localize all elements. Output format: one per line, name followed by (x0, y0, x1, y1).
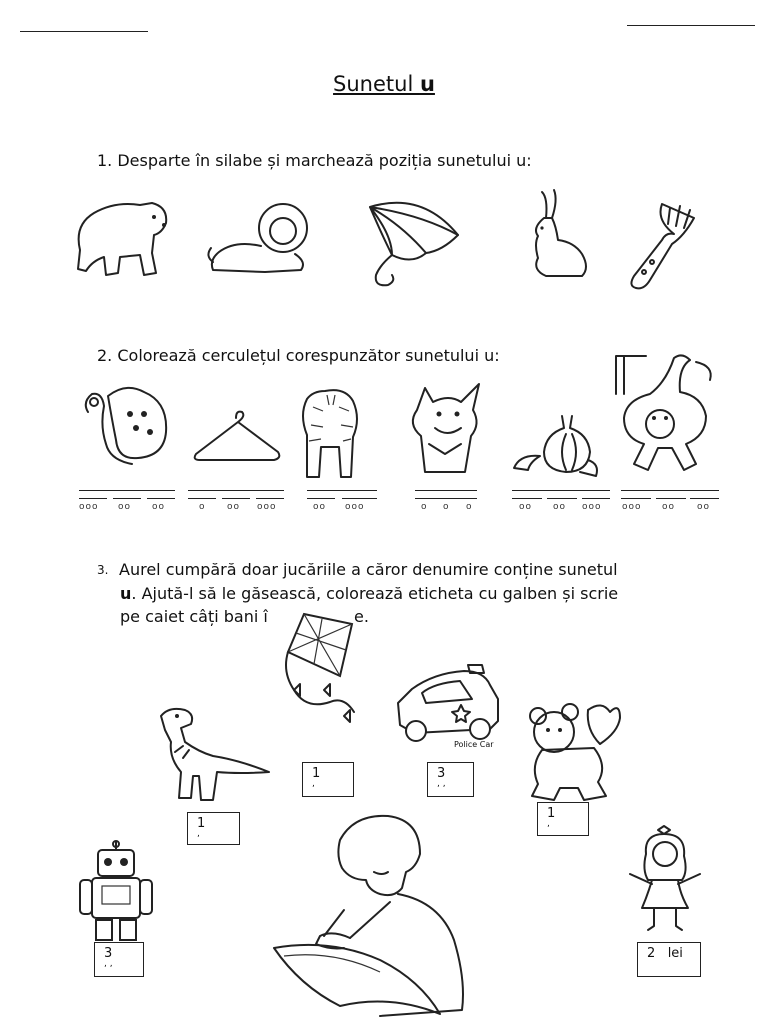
task3-line2 (120, 584, 618, 603)
price-tag-unit: lei (667, 946, 683, 961)
title-letter: u (419, 72, 435, 96)
doll-picture (624, 824, 706, 936)
syllable-circles[interactable]: ooo (345, 502, 365, 512)
page-title (0, 72, 768, 96)
price-tag-dinosaur[interactable] (187, 812, 240, 845)
price-tag-value: 3 (437, 766, 446, 781)
task2-instruction: 2. Colorează cerculețul corespunzător sunetului u: (97, 346, 500, 365)
answer-line (512, 490, 610, 491)
police-car-picture (394, 659, 502, 753)
answer-line (342, 498, 377, 499)
task3-bold-letter: u (120, 584, 132, 603)
car-label: Police Car (454, 740, 494, 749)
lion-picture (205, 198, 315, 280)
syllable-circles[interactable]: oo (662, 502, 676, 512)
answer-line (256, 498, 284, 499)
robot-picture (78, 840, 156, 944)
hanger-picture (190, 408, 284, 464)
syllable-circles[interactable]: o (199, 502, 206, 512)
answer-line (222, 498, 250, 499)
monkey-picture (610, 352, 722, 478)
answer-line (188, 498, 216, 499)
answer-line (147, 498, 175, 499)
wolf-picture (405, 380, 487, 480)
date-line (627, 25, 755, 26)
umbrella-picture (362, 195, 466, 291)
answer-line (582, 498, 610, 499)
garlic-picture (510, 412, 602, 478)
fork-picture (622, 200, 702, 292)
answer-line (188, 490, 284, 491)
dinosaur-picture (155, 702, 273, 806)
price-tag-teddy-bear[interactable] (537, 802, 589, 836)
teddy-bear-picture (526, 700, 622, 804)
answer-line (415, 498, 477, 499)
task3-line2-text: . Ajută-l să le găsească, colorează eticheta cu galben și scrie (131, 584, 619, 603)
answer-line (656, 498, 686, 499)
price-tag-mark: , (547, 819, 550, 829)
syllable-circles[interactable]: oo (227, 502, 241, 512)
title-prefix: Sunetul (333, 72, 420, 96)
answer-line (79, 498, 107, 499)
syllable-circles[interactable]: ooo (79, 502, 99, 512)
syllable-circles[interactable]: o (421, 502, 428, 512)
syllable-circles[interactable]: ooo (582, 502, 602, 512)
answer-line (547, 498, 577, 499)
syllable-circles[interactable]: oo (152, 502, 166, 512)
price-tag-robot[interactable] (94, 942, 144, 977)
syllable-circles[interactable]: o (443, 502, 450, 512)
price-tag-doll[interactable] (637, 942, 701, 977)
boy-writing-picture (270, 810, 470, 1024)
task3-line3-end: e. (354, 607, 369, 626)
bear-picture (70, 195, 174, 281)
snail-picture (78, 382, 174, 474)
syllable-circles[interactable]: oo (553, 502, 567, 512)
kite-picture (284, 606, 364, 730)
price-tag-value: 1 (547, 806, 556, 821)
task3-number: 3. (97, 563, 109, 577)
task3-line3: pe caiet câți bani î (120, 607, 268, 626)
syllable-circles[interactable]: oo (519, 502, 533, 512)
answer-line (415, 490, 477, 491)
answer-line (307, 490, 377, 491)
price-tag-kite[interactable] (302, 762, 354, 797)
answer-line (621, 490, 719, 491)
price-tag-mark: , , (437, 779, 446, 789)
answer-line (79, 490, 175, 491)
price-tag-car[interactable] (427, 762, 474, 797)
answer-line (113, 498, 141, 499)
syllable-circles[interactable]: oo (313, 502, 327, 512)
answer-line (512, 498, 542, 499)
price-tag-value: 1 (197, 816, 206, 831)
task1-instruction: 1. Desparte în silabe și marchează poziția sunetului u: (97, 151, 532, 170)
syllable-circles[interactable]: oo (118, 502, 132, 512)
syllable-circles[interactable]: ooo (622, 502, 642, 512)
syllable-circles[interactable]: oo (697, 502, 711, 512)
name-line (20, 31, 148, 32)
answer-line (690, 498, 719, 499)
price-tag-value: 2 (647, 946, 656, 961)
price-tag-mark: , , (104, 959, 113, 969)
price-tag-value: 3 (104, 946, 113, 961)
price-tag-mark: , (312, 779, 315, 789)
price-tag-value: 1 (312, 766, 321, 781)
rabbit-picture (522, 188, 594, 284)
price-tag-mark: , (197, 829, 200, 839)
syllable-circles[interactable]: ooo (257, 502, 277, 512)
tiger-picture (295, 385, 367, 483)
answer-line (621, 498, 651, 499)
task3-line1: Aurel cumpără doar jucăriile a căror denumire conține sunetul (119, 560, 618, 579)
syllable-circles[interactable]: o (466, 502, 473, 512)
answer-line (307, 498, 335, 499)
